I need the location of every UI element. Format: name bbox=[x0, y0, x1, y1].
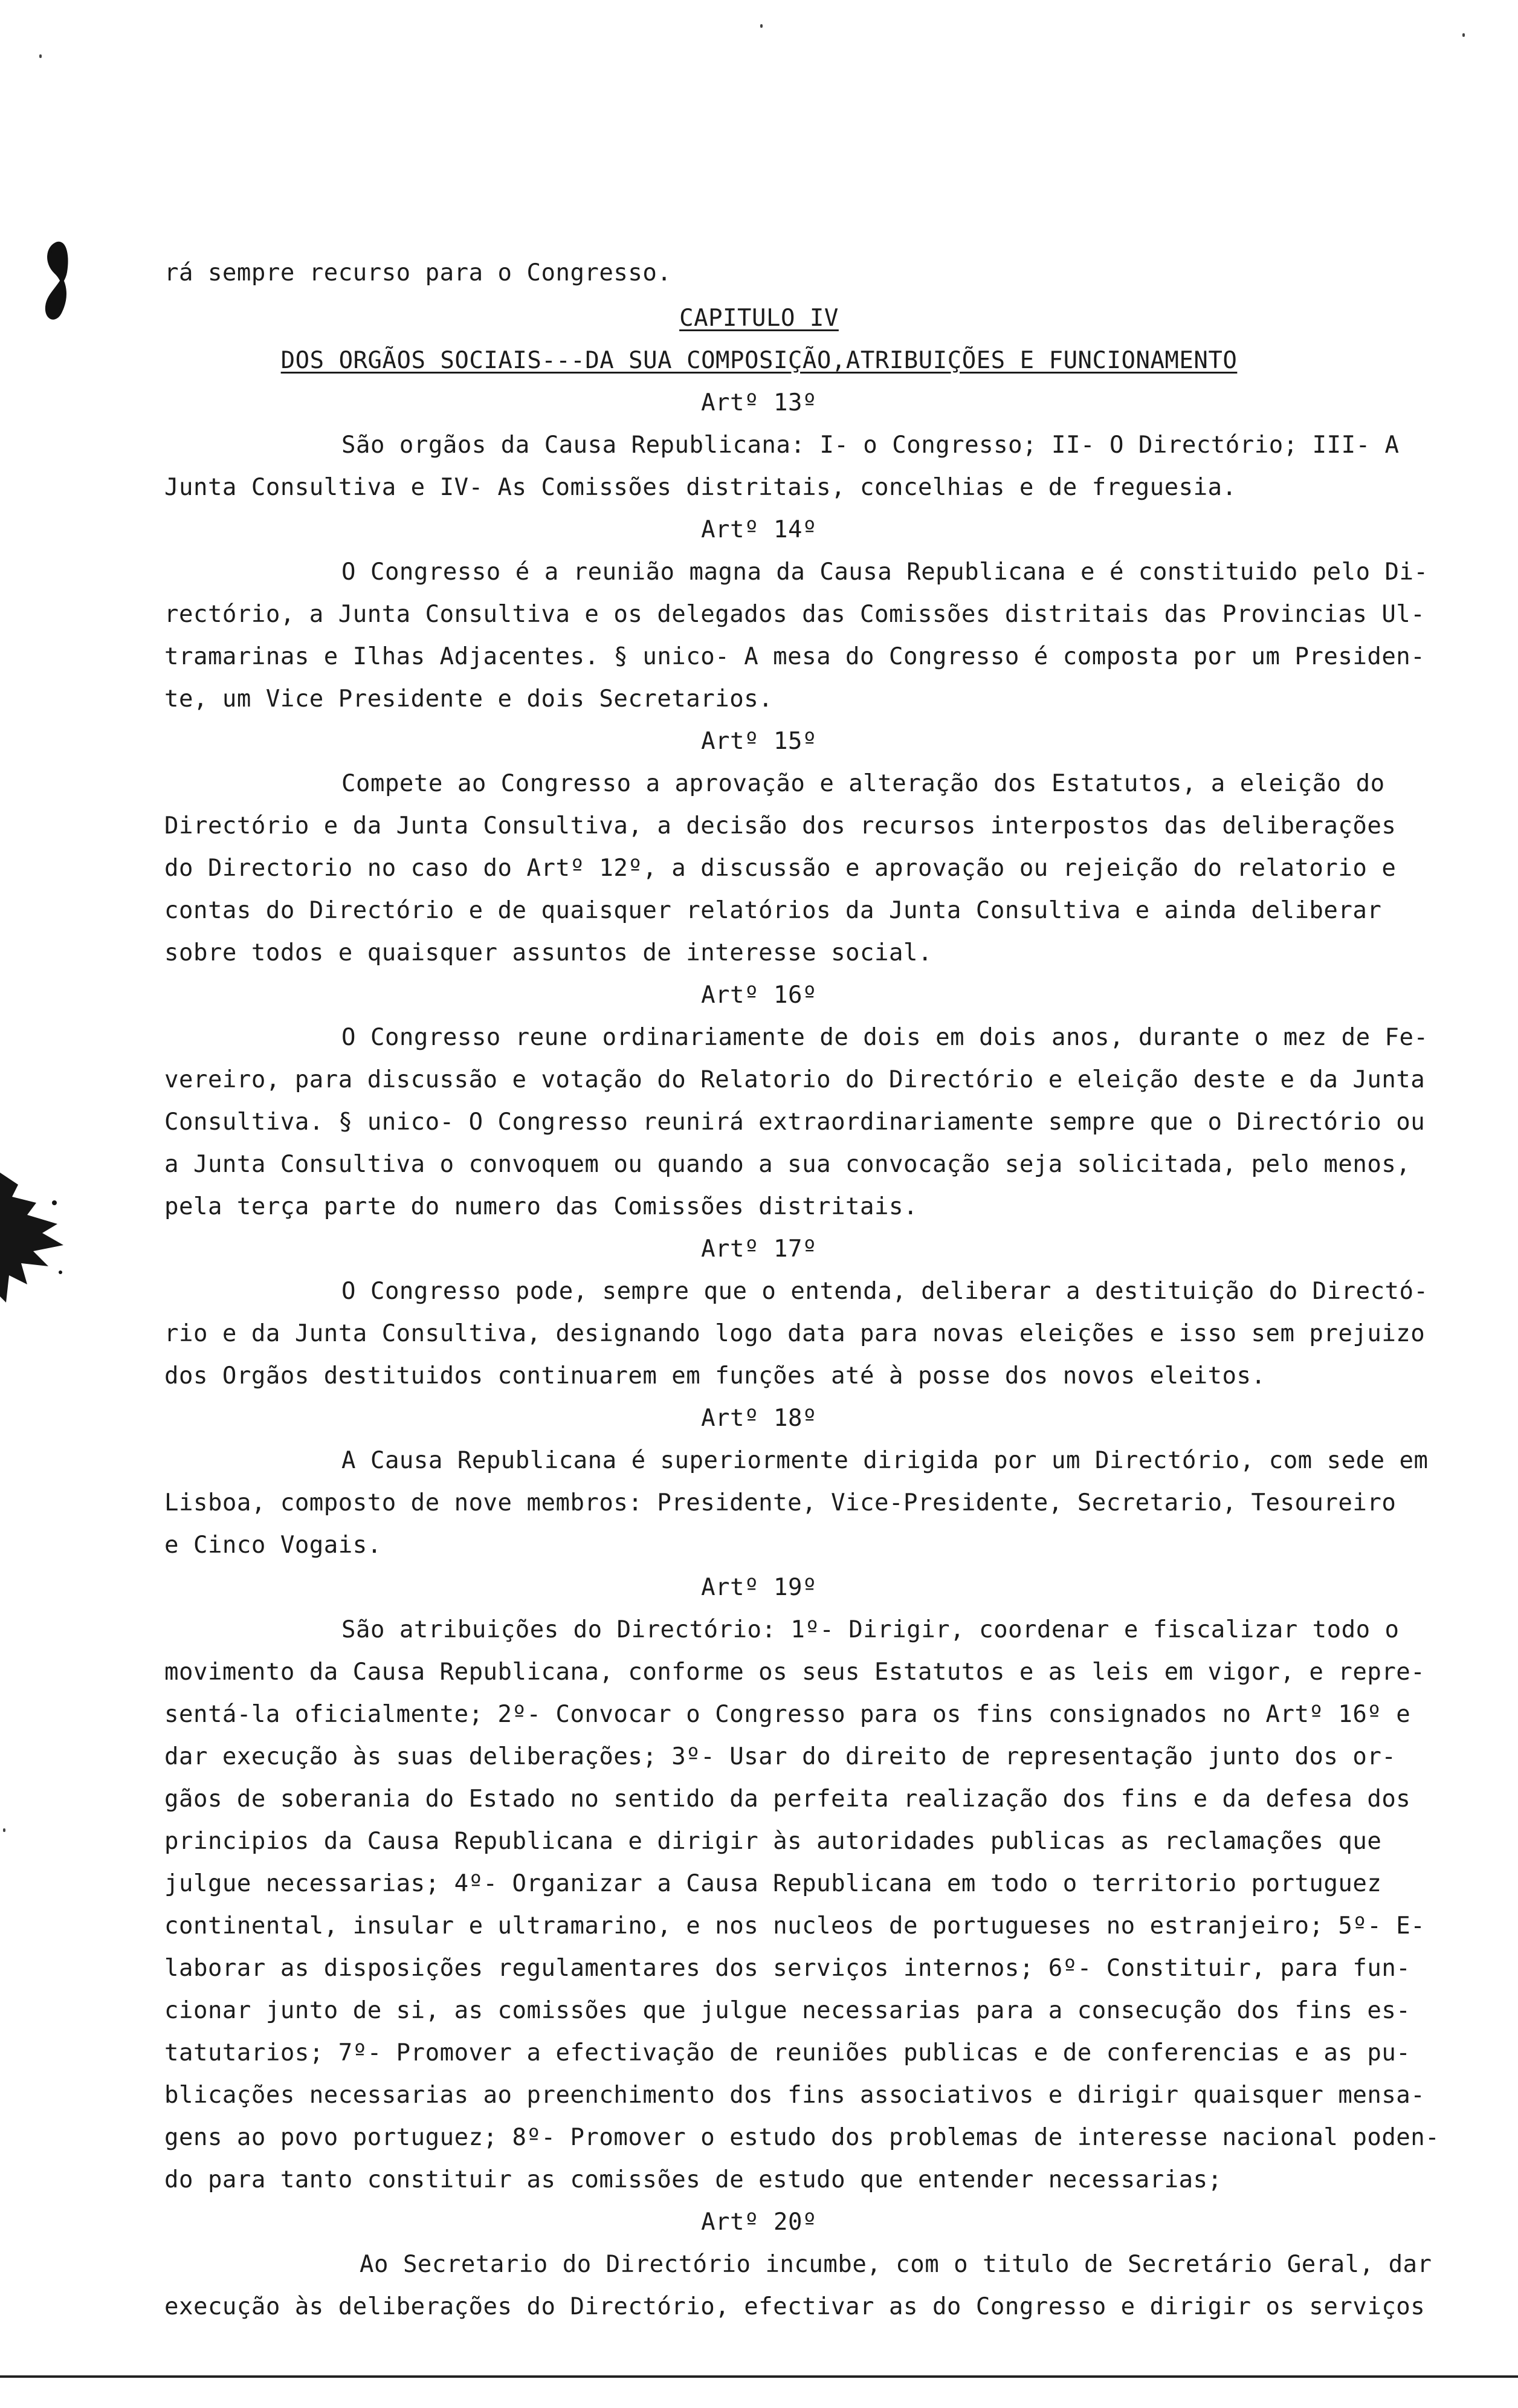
article-text-line: São atribuições do Directório: 1º- Dirigir, coordenar e fiscalizar todo o bbox=[341, 1616, 1400, 1643]
article-text-line: tatutarios; 7º- Promover a efectivação de reuniões publicas e de conferencias e as pu- bbox=[164, 2039, 1411, 2067]
article-text-line: gens ao povo portuguez; 8º- Promover o estudo dos problemas de interesse nacional poden- bbox=[164, 2124, 1440, 2151]
article-text-line: gãos de soberania do Estado no sentido da perfeita realização dos fins e da defesa dos bbox=[164, 1785, 1411, 1813]
article-text-line: julgue necessarias; 4º- Organizar a Causa Republicana em todo o territorio portuguez bbox=[164, 1870, 1382, 1897]
article-heading: Artº 15º bbox=[701, 728, 817, 755]
scan-speck bbox=[39, 54, 42, 58]
article-text-line: Directório e da Junta Consultiva, a decisão dos recursos interpostos das deliberações bbox=[164, 812, 1397, 840]
article-text-line: Lisboa, composto de nove membros: Presidente, Vice-Presidente, Secretario, Tesoureiro bbox=[164, 1489, 1397, 1516]
article-text-line: execução às deliberações do Directório, efectivar as do Congresso e dirigir os serviços bbox=[164, 2293, 1426, 2320]
article-heading: Artº 17º bbox=[701, 1235, 817, 1263]
article-text-line: O Congresso reune ordinariamente de dois em dois anos, durante o mez de Fe- bbox=[341, 1024, 1429, 1051]
article-text-line: sentá-la oficialmente; 2º- Convocar o Congresso para os fins consignados no Artº 16º e bbox=[164, 1701, 1411, 1728]
article-heading: Artº 18º bbox=[701, 1405, 817, 1432]
chapter-subtitle: DOS ORGÃOS SOCIAIS---DA SUA COMPOSIÇÃO,ATRIBUIÇÕES E FUNCIONAMENTO bbox=[280, 347, 1238, 374]
article-text-line: te, um Vice Presidente e dois Secretarios. bbox=[164, 685, 774, 713]
scan-speck bbox=[1462, 33, 1465, 37]
article-text-line: do Directorio no caso do Artº 12º, a discussão e aprovação ou rejeição do relatorio e bbox=[164, 855, 1397, 882]
article-heading: Artº 19º bbox=[701, 1574, 817, 1601]
article-text-line: Junta Consultiva e IV- As Comissões distritais, concelhias e de freguesia. bbox=[164, 474, 1237, 501]
article-text-line: O Congresso é a reunião magna da Causa Republicana e é constituido pelo Di- bbox=[341, 558, 1429, 586]
article-text-line: contas do Directório e de quaisquer relatórios da Junta Consultiva e ainda deliberar bbox=[164, 897, 1382, 924]
article-text-line: Compete ao Congresso a aprovação e alteração dos Estatutos, a eleição do bbox=[341, 770, 1385, 797]
article-text-line: do para tanto constituir as comissões de estudo que entender necessarias; bbox=[164, 2166, 1222, 2193]
article-text-line: São orgãos da Causa Republicana: I- o Congresso; II- O Directório; III- A bbox=[341, 432, 1400, 459]
article-text-line: vereiro, para discussão e votação do Relatorio do Directório e eleição deste e da Junta bbox=[164, 1066, 1426, 1093]
article-text-line: blicações necessarias ao preenchimento dos fins associativos e dirigir quaisquer mensa- bbox=[164, 2082, 1426, 2109]
article-text-line: a Junta Consultiva o convoquem ou quando a sua convocação seja solicitada, pelo menos, bbox=[164, 1151, 1411, 1178]
scan-speck bbox=[3, 1828, 5, 1832]
article-heading: Artº 16º bbox=[701, 982, 817, 1009]
article-heading: Artº 14º bbox=[701, 516, 817, 543]
article-text-line: A Causa Republicana é superiormente dirigida por um Directório, com sede em bbox=[341, 1447, 1429, 1474]
article-heading: Artº 20º bbox=[701, 2209, 817, 2236]
article-text-line: cionar junto de si, as comissões que julgue necessarias para a consecução dos fins es- bbox=[164, 1997, 1411, 2024]
article-text-line: rio e da Junta Consultiva, designando logo data para novas eleições e isso sem prejuizo bbox=[164, 1320, 1426, 1347]
article-text-line: sobre todos e quaisquer assuntos de interesse social. bbox=[164, 939, 932, 966]
scan-speck bbox=[760, 24, 763, 28]
article-text-line: dos Orgãos destituidos continuarem em funções até à posse dos novos eleitos. bbox=[164, 1362, 1266, 1390]
article-text-line: pela terça parte do numero das Comissões distritais. bbox=[164, 1193, 918, 1220]
article-text-line: rectório, a Junta Consultiva e os delegados das Comissões distritais das Provincias Ul- bbox=[164, 601, 1426, 628]
article-text-line: dar execução às suas deliberações; 3º- Usar do direito de representação junto dos or- bbox=[164, 1743, 1397, 1770]
bottom-edge-line bbox=[0, 2375, 1518, 2378]
article-text-line: principios da Causa Republicana e dirigir às autoridades publicas as reclamações que bbox=[164, 1828, 1382, 1855]
chapter-heading: CAPITULO IV bbox=[679, 305, 839, 332]
article-heading: Artº 13º bbox=[701, 389, 817, 416]
article-text-line: Consultiva. § unico- O Congresso reunirá extraordinariamente sempre que o Directório ou bbox=[164, 1109, 1426, 1136]
article-text-line: tramarinas e Ilhas Adjacentes. § unico- A mesa do Congresso é composta por um Presiden- bbox=[164, 643, 1426, 670]
article-text-line: Ao Secretario do Directório incumbe, com o titulo de Secretário Geral, dar bbox=[360, 2251, 1432, 2278]
article-text-line: movimento da Causa Republicana, conforme os seus Estatutos e as leis em vigor, e repre- bbox=[164, 1659, 1426, 1686]
continuation-line: rá sempre recurso para o Congresso. bbox=[164, 259, 672, 286]
article-text-line: continental, insular e ultramarino, e nos nucleos de portugueses no estranjeiro; 5º- E- bbox=[164, 1912, 1426, 1940]
article-text-line: e Cinco Vogais. bbox=[164, 1532, 382, 1559]
article-text-line: O Congresso pode, sempre que o entenda, deliberar a destituição do Directó- bbox=[341, 1278, 1429, 1305]
article-text-line: laborar as disposições regulamentares dos serviços internos; 6º- Constituir, para fun- bbox=[164, 1955, 1411, 1982]
